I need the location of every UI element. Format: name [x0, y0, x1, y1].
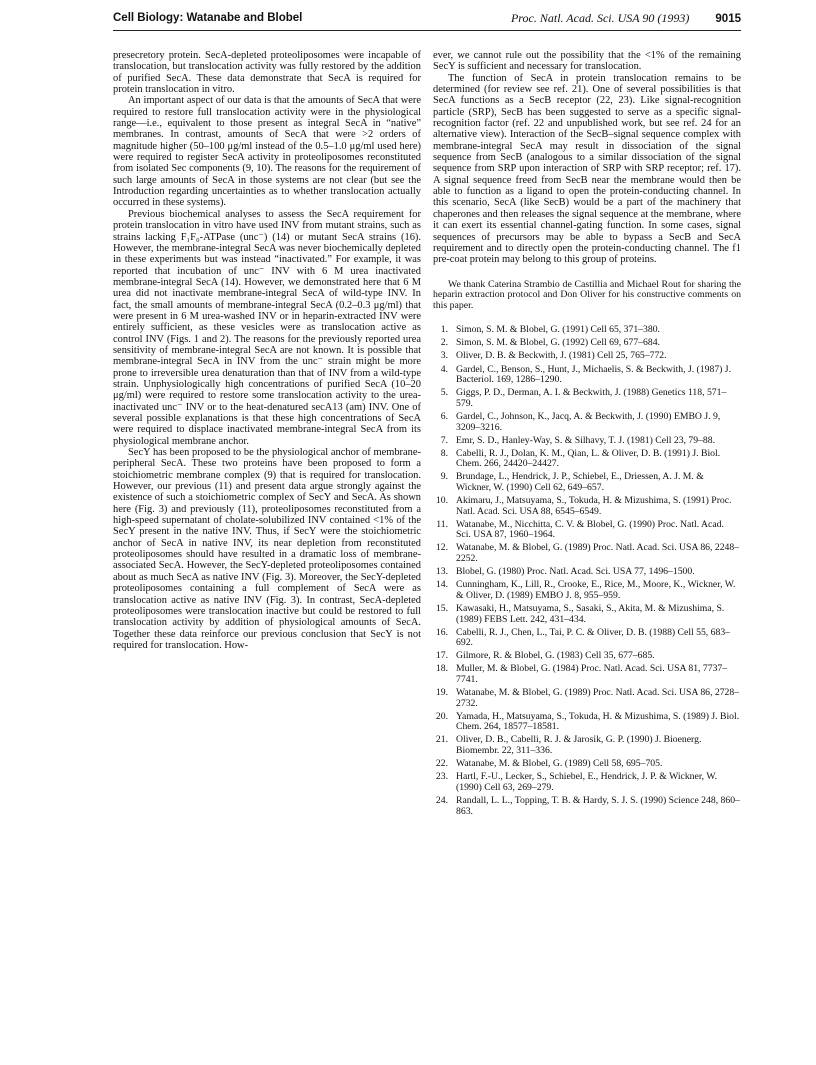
- reference-item: [433, 472, 741, 493]
- reference-number: 2.: [440, 337, 448, 349]
- reference-text: Kawasaki, H., Matsuyama, S., Sasaki, S., Akita, M. & Mizushima, S. (1989) FEBS Lett. 242, 431–434.: [456, 602, 725, 625]
- reference-item: [433, 772, 741, 793]
- reference-text: Emr, S. D., Hanley-Way, S. & Silhavy, T. J. (1981) Cell 23, 79–88.: [456, 434, 716, 446]
- reference-item: [433, 388, 741, 409]
- reference-item: [433, 651, 741, 662]
- reference-number: 18.: [435, 663, 448, 675]
- reference-item: [433, 496, 741, 517]
- reference-item: [433, 365, 741, 386]
- reference-number: 14.: [435, 579, 448, 591]
- reference-text: Akimaru, J., Matsuyama, S., Tokuda, H. & Mizushima, S. (1991) Proc. Natl. Acad. Sci. USA 88, 6545–6549.: [456, 495, 732, 517]
- reference-text: Gilmore, R. & Blobel, G. (1983) Cell 35, 677–685.: [456, 650, 655, 662]
- reference-text: Cabelli, R. J., Dolan, K. M., Qian, L. & Oliver, D. B. (1991) J. Biol. Chem. 266, 24420–24427.: [456, 447, 721, 470]
- reference-text: Randall, L. L., Topping, T. B. & Hardy, S. J. S. (1990) Science 248, 860–863.: [456, 794, 740, 817]
- reference-text: Cunningham, K., Lill, R., Crooke, E., Rice, M., Moore, K., Wickner, W. & Oliver, D. (1989) EMBO J. 8, 955–959.: [456, 579, 736, 601]
- reference-text: Oliver, D. B. & Beckwith, J. (1981) Cell 25, 765–772.: [456, 350, 667, 362]
- reference-number: 24.: [435, 794, 448, 806]
- reference-item: [433, 580, 741, 601]
- body-paragraph: The function of SecA in protein translocation remains to be determined (for review see ref. 21). One of several possibilities is that SecA functions as a SecB receptor (22, 23). Like signal-recognition particle (SRP), SecB has been suggested to serve as a specific signal-recognition factor (ref. 22 and unpublished work, but see ref. 24 for an alternative view). Interaction of the SecB–signal sequence complex with membrane-integral SecA may result in dissociation of the signal sequence from SecB (analogous to a similar dissociation of the signal sequence from SRP upon interaction of SRP with SRP receptor; ref. 17). A signal sequence freed from SecB near the membrane would then be able to function as a ligand to open the protein-conducting channel. In this scenario, SecA (like SecB) would be a part of the machinery that chaperones and then releases the signal sequence at the membrane, where it can exert its essential channel-gating function. In some cases, signal sequences of precursors may be able to bypass a SecB and SecA requirement and to directly open the protein-conducting channel. The f1 pre-coat protein may belong to this group of proteins.: [433, 72, 741, 266]
- reference-item: [433, 604, 741, 625]
- reference-item: [433, 449, 741, 470]
- reference-text: Hartl, F.-U., Lecker, S., Schiebel, E., Hendrick, J. P. & Wickner, W. (1990) Cell 63, 269–279.: [456, 771, 718, 793]
- reference-number: 3.: [440, 350, 448, 362]
- reference-number: 11.: [436, 518, 448, 530]
- reference-text: Gardel, C., Johnson, K., Jacq, A. & Beckwith, J. (1990) EMBO J. 9, 3209–3216.: [456, 410, 721, 433]
- left-column: [113, 50, 421, 651]
- reference-number: 21.: [435, 734, 448, 746]
- reference-text: Oliver, D. B., Cabelli, R. J. & Jarosik, G. P. (1990) J. Bioenerg. Biomembr. 22, 311–336.: [456, 734, 702, 757]
- body-paragraph: Previous biochemical analyses to assess the SecA requirement for protein translocation in vitro have used INV from mutant strains, such as strains lacking F₁F₀-ATPase (unc⁻) (14) or mutant SecA strains (16). However, the membrane-integral SecA was never biochemically depleted in these experiments but was instead “inactivated.” For example, it was reported that incubation of unc⁻ INV with 6 M urea inactivated membrane-integral SecA (14). However, we demonstrated here that 6 M urea did not inactivate membrane-integral SecA of wild-type INV. In fact, the small amounts of membrane-integral SecA (0.2–0.3 μg/ml) that were present in 6 M urea-washed INV or in heparin-extracted INV were entirely sufficient, as these vesicles were as translocation active as control INV (Figs. 1 and 2). The reasons for the previously reported urea sensitivity of membrane-integral SecA are not known. It is possible that membrane-integral SecA in INV from the unc⁻ strain might be more prone to irreversible urea denaturation than that of INV from a wild-type strain. Unphysiologically high concentrations of purified SecA (10–20 μg/ml) were required to restore some translocation activity to the urea-inactivated unc⁻ INV or to the heat-denatured secA13 (am) INV. One of several possible explanations is that these high concentrations of SecA were required to displace inactivated membrane-integral SecA from its physiological membrane anchor.: [113, 208, 421, 447]
- reference-text: Yamada, H., Matsuyama, S., Tokuda, H. & Mizushima, S. (1989) J. Biol. Chem. 264, 18577–18581.: [456, 710, 740, 733]
- reference-number: 6.: [440, 410, 448, 422]
- reference-text: Watanabe, M. & Blobel, G. (1989) Proc. Natl. Acad. Sci. USA 86, 2248–2252.: [456, 542, 740, 565]
- reference-item: [433, 351, 741, 362]
- reference-number: 20.: [435, 710, 448, 722]
- reference-number: 12.: [435, 542, 448, 554]
- page-number: 9015: [715, 13, 741, 25]
- reference-text: Watanabe, M., Nicchitta, C. V. & Blobel, G. (1990) Proc. Natl. Acad. Sci. USA 87, 1960–1964.: [456, 518, 724, 541]
- reference-text: Cabelli, R. J., Chen, L., Tai, P. C. & Oliver, D. B. (1988) Cell 55, 683–692.: [456, 626, 731, 649]
- reference-number: 16.: [435, 626, 448, 638]
- reference-item: [433, 412, 741, 433]
- reference-text: Simon, S. M. & Blobel, G. (1991) Cell 65, 371–380.: [456, 324, 660, 336]
- reference-number: 9.: [440, 471, 448, 483]
- reference-item: [433, 520, 741, 541]
- header-section-authors: Cell Biology: Watanabe and Blobel: [113, 12, 303, 24]
- reference-item: [433, 735, 741, 756]
- reference-number: 19.: [435, 687, 448, 699]
- reference-number: 22.: [435, 758, 448, 770]
- reference-text: Watanabe, M. & Blobel, G. (1989) Proc. Natl. Acad. Sci. USA 86, 2728–2732.: [456, 687, 740, 709]
- reference-number: 1.: [440, 324, 448, 336]
- reference-text: Muller, M. & Blobel, G. (1984) Proc. Natl. Acad. Sci. USA 81, 7737–7741.: [456, 663, 728, 685]
- reference-item: [433, 567, 741, 578]
- reference-text: Watanabe, M. & Blobel, G. (1989) Cell 58, 695–705.: [456, 758, 663, 770]
- body-paragraph: presecretory protein. SecA-depleted proteoliposomes were incapable of translocation, but translocation activity was fully restored by the addition of purified SecA. These data demonstrate that SecA is required for protein translocation in vitro.: [113, 50, 421, 96]
- reference-list: [433, 325, 741, 817]
- reference-item: [433, 338, 741, 349]
- reference-item: [433, 759, 741, 770]
- reference-item: [433, 796, 741, 817]
- reference-number: 4.: [440, 363, 448, 375]
- reference-item: [433, 712, 741, 733]
- reference-text: Giggs, P. D., Derman, A. I. & Beckwith, J. (1988) Genetics 118, 571–579.: [456, 387, 727, 409]
- reference-number: 8.: [440, 447, 448, 459]
- body-paragraph: SecY has been proposed to be the physiological anchor of membrane-peripheral SecA. These two proteins have been proposed to form a stoichiometric membrane complex (9) that is required for translocation. However, our previous (11) and present data argue strongly against the existence of such a stoichiometric complex of SecY and SecA. As shown here (Fig. 3) and previously (11), proteoliposomes reconstituted from a high-speed supernatant of cholate-solubilized INV contained <1% of the SecY present in the native INV. Thus, if SecY were the stoichiometric anchor of SecA in native INV, its near depletion from reconstituted proteoliposomes should have resulted in a dramatic loss of membrane-associated SecA. However, the SecY-depleted proteoliposomes contained about as much SecA as native INV (Fig. 3). Moreover, the SecY-depleted proteoliposomes containing a full complement of SecA were as translocation active as native INV (Fig. 3). In contrast, SecA-depleted proteoliposomes were translocation inactive but could be restored to full translocation activity by addition of physiological amounts of SecA. Together these data reinforce our previous conclusion that SecY is not required for translocation. How-: [113, 447, 421, 651]
- reference-text: Blobel, G. (1980) Proc. Natl. Acad. Sci. USA 77, 1496–1500.: [456, 566, 695, 578]
- reference-number: 7.: [440, 434, 448, 446]
- reference-text: Brundage, L., Hendrick, J. P., Schiebel, E., Driessen, A. J. M. & Wickner, W. (1990) Cell 62, 649–657.: [456, 471, 704, 493]
- right-column-body: [433, 50, 741, 266]
- reference-item: [433, 325, 741, 336]
- reference-text: Simon, S. M. & Blobel, G. (1992) Cell 69, 677–684.: [456, 337, 660, 349]
- reference-item: [433, 628, 741, 649]
- reference-item: [433, 543, 741, 564]
- reference-text: Gardel, C., Benson, S., Hunt, J., Michaelis, S. & Beckwith, J. (1987) J. Bacteriol. 169, 1286–1290.: [456, 363, 732, 386]
- reference-number: 17.: [435, 650, 448, 662]
- reference-number: 5.: [440, 387, 448, 399]
- reference-item: [433, 436, 741, 447]
- reference-item: [433, 664, 741, 685]
- reference-number: 15.: [435, 602, 448, 614]
- body-paragraph: ever, we cannot rule out the possibility that the <1% of the remaining SecY is sufficient and necessary for translocation.: [433, 50, 741, 73]
- header-journal: Proc. Natl. Acad. Sci. USA 90 (1993): [510, 11, 690, 25]
- header-journal-info: [511, 8, 741, 29]
- reference-number: 13.: [435, 566, 448, 578]
- running-header: [113, 8, 741, 31]
- reference-item: [433, 688, 741, 709]
- right-column: [433, 50, 741, 820]
- reference-number: 10.: [435, 495, 448, 507]
- acknowledgment: We thank Caterina Strambio de Castillia and Michael Rout for sharing the heparin extraction protocol and Don Oliver for his constructive comments on this paper.: [433, 278, 741, 312]
- body-paragraph: An important aspect of our data is that the amounts of SecA that were required to restore full translocation activity were in the physiological range—i.e., equivalent to those present as integral SecA in “native” membranes. In contrast, amounts of SecA that were >2 orders of magnitude higher (50–100 μg/ml instead of the 0.5–1.0 μg/ml used here) were required to register SecA activity in proteoliposomes reconstituted from isolated Sec components (9, 10). The reasons for the requirement of such large amounts of SecA in those systems are not clear (but see the Introduction regarding uncertainties as to whether translocation actually occurred in these systems).: [113, 95, 421, 209]
- reference-number: 23.: [435, 771, 448, 783]
